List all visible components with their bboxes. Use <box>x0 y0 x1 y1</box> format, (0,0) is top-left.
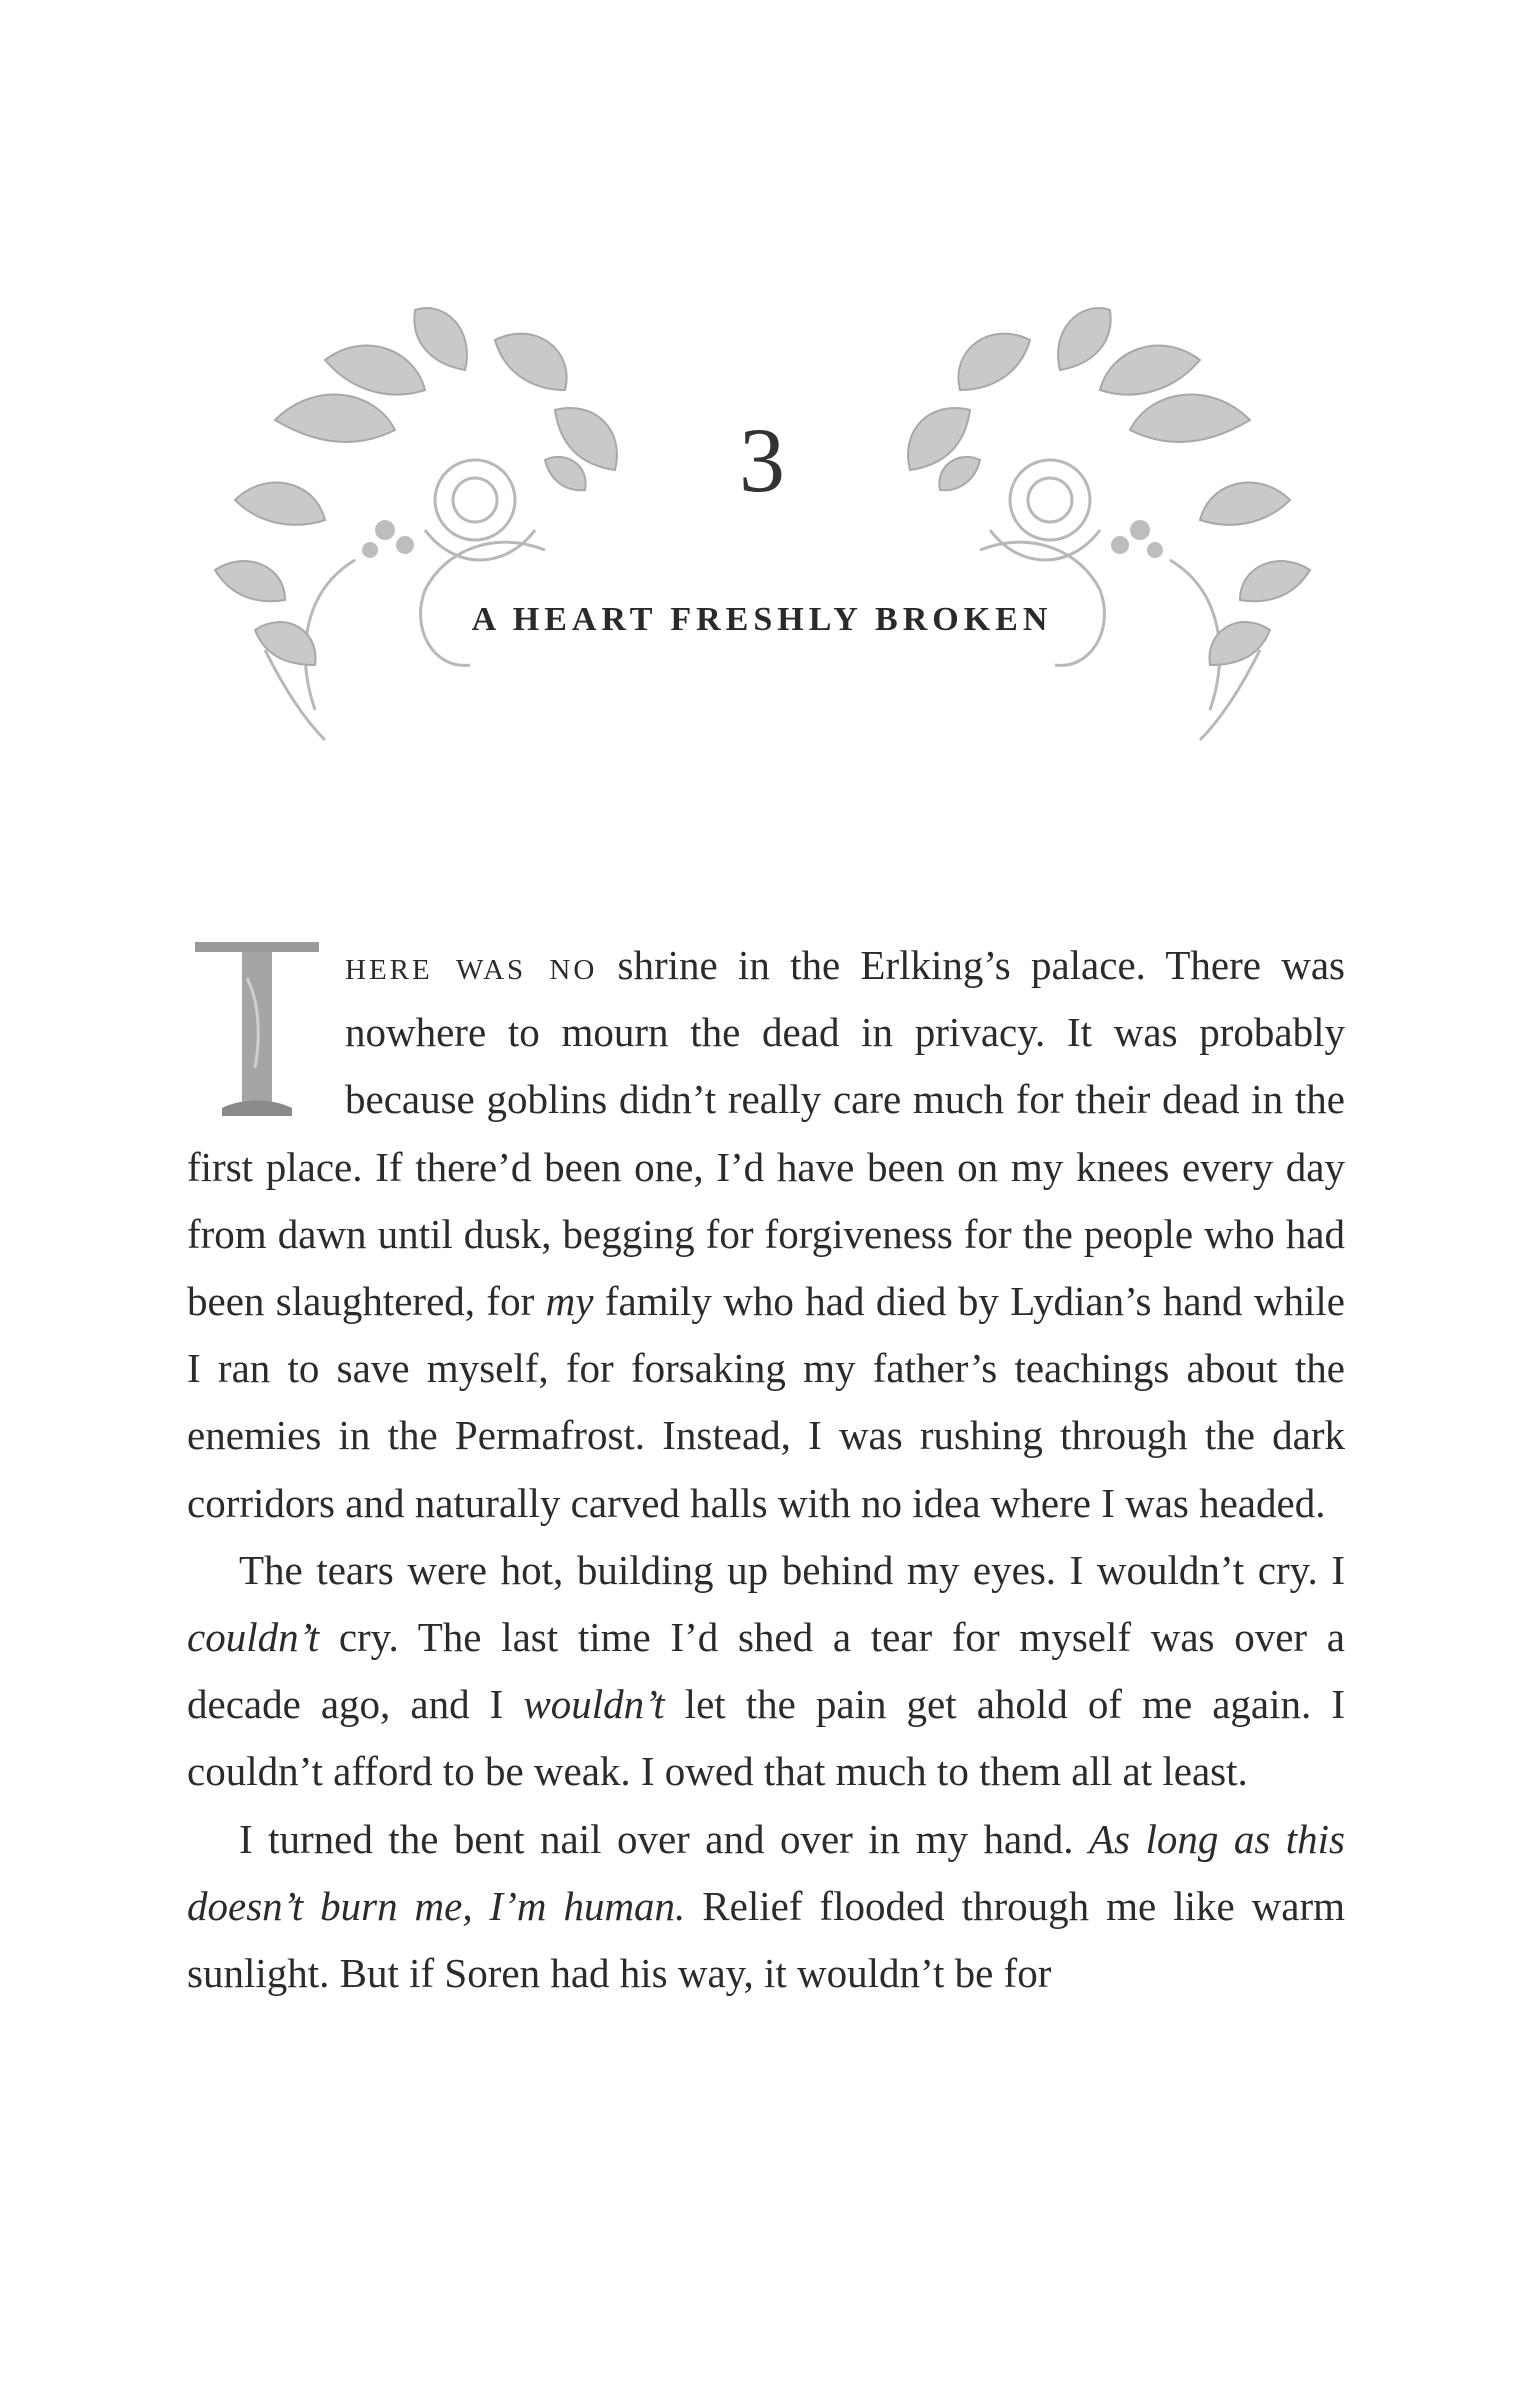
drop-cap <box>187 938 327 1120</box>
chapter-number: 3 <box>739 409 785 511</box>
paragraph-2 <box>187 1537 1345 1806</box>
p1-text-b: family who had died by Lydian’s hand while I ran to save myself, for forsaking my father’s teachings about the enemies in the Permafrost. Instead, I was rushing through the dark corridors and naturally carved halls with no idea where I was headed. <box>187 1278 1345 1526</box>
lead-in-smallcaps: here was no <box>345 942 598 988</box>
p2-text-c: let the pain get ahold of me again. I couldn’t afford to be weak. I owed that much to them all at least. <box>187 1681 1345 1795</box>
p3-text-b: Relief flooded through me like warm sunlight. But if Soren had his way, it wouldn’t be for <box>187 1882 1345 1997</box>
paragraph-1 <box>187 932 1345 1537</box>
p2-text-a: The tears were hot, building up behind my eyes. I wouldn’t cry. I <box>239 1546 1345 1593</box>
drop-cap-letter <box>187 918 327 1138</box>
p2-emphasis-b: wouldn’t <box>523 1681 665 1728</box>
right-oak-leaf-ornament <box>810 270 1330 770</box>
p1-text-a: shrine in the Erlking’s palace. There was nowhere to mourn the dead in privacy. It was probably because goblins didn’t really care much for their dead in the first place. If there’d been one, I’d have been on my knees every day from dawn until dusk, begging for forgiveness for the people who had been slaughtered, for <box>187 942 1345 1325</box>
p3-text-a: I turned the bent nail over and over in my hand. <box>239 1815 1089 1862</box>
chapter-body <box>187 932 1345 2007</box>
left-oak-leaf-ornament <box>195 270 715 770</box>
p1-emphasis-a: my <box>545 1278 594 1325</box>
paragraph-3 <box>187 1806 1345 2008</box>
p3-emphasis-a: As long as this doesn’t burn me, I’m human. <box>187 1815 1345 1929</box>
chapter-title: A HEART FRESHLY BROKEN <box>471 601 1053 638</box>
p2-text-b: cry. The last time I’d shed a tear for myself was over a decade ago, and I <box>187 1614 1345 1728</box>
p2-emphasis-a: couldn’t <box>187 1614 320 1661</box>
